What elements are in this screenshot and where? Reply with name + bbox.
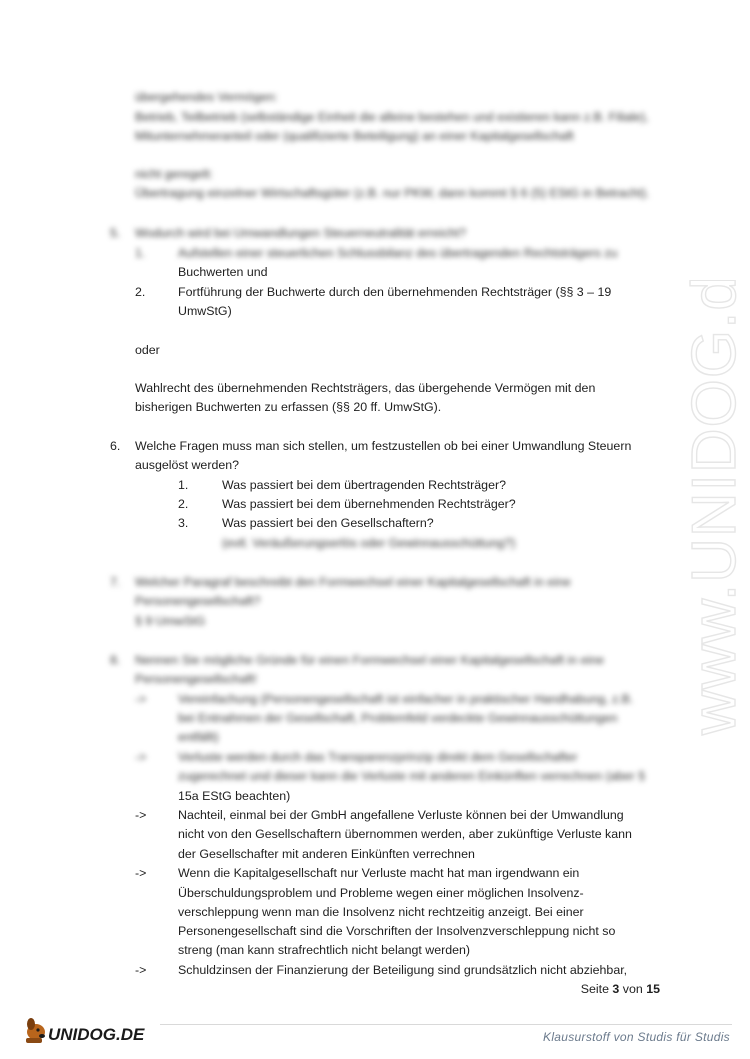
bullet-text: Wenn die Kapitalgesellschaft nur Verluste macht hat man irgendwann ein — [178, 866, 580, 880]
watermark — [640, 280, 750, 740]
footer-tagline: Klausurstoff von Studis für Studis — [543, 1030, 730, 1044]
bullet-text: Schuldzinsen der Finanzierung der Beteiligung sind grundsätzlich nicht abziehbar, — [178, 963, 628, 977]
list-item: UmwStG) — [178, 304, 232, 318]
question-text: Personengesellschaft! — [135, 672, 257, 686]
text-line: oder — [135, 343, 160, 357]
watermark-text: www.UNIDOG.de — [680, 280, 749, 735]
list-item: Was passiert bei dem übernehmenden Rechtsträger? — [222, 497, 516, 511]
question-text: Welcher Paragraf beschreibt den Formwechsel einer Kapitalgesellschaft in eine — [135, 575, 571, 589]
bullet-text: streng (man kann strafrechtlich nicht belangt werden) — [178, 943, 471, 957]
text-line: übergehendes Vermögen: — [135, 90, 278, 104]
list-number: 1. — [135, 246, 146, 260]
text-line: Wahlrecht des übernehmenden Rechtsträgers, das übergehende Vermögen mit den — [135, 381, 596, 395]
text-line: Übertragung einzelner Wirtschaftsgüter (z.B. nur PKW, dann kommt § 6 (5) EStG in Betracht). — [135, 186, 650, 200]
list-number: 2. — [178, 497, 189, 511]
list-number: 2. — [135, 285, 146, 299]
answer-text: § 9 UmwStG — [135, 614, 206, 628]
bullet-text: zugerechnet und dieser kann die Verluste mit anderen Einkünften verrechnen (aber § — [178, 769, 646, 783]
question-text: Nennen Sie mögliche Gründe für einen Formwechsel einer Kapitalgesellschaft in eine — [135, 653, 605, 667]
dog-icon — [26, 1018, 45, 1043]
bullet-text: 15a EStG beachten) — [178, 789, 291, 803]
question-text: Wodurch wird bei Umwandlungen Steuerneutralität erreicht? — [135, 226, 467, 240]
bullet-arrow: -> — [135, 808, 147, 822]
unidog-logo — [22, 1012, 152, 1048]
list-number: 1. — [178, 478, 189, 492]
text-line: Mitunternehmeranteil oder (qualifizierte Beteiligung) an einer Kapitalgesellschaft — [135, 129, 574, 143]
logo-text: UNIDOG.DE — [48, 1025, 145, 1044]
bullet-arrow: -> — [135, 692, 147, 706]
question-text: Welche Fragen muss man sich stellen, um festzustellen ob bei einer Umwandlung Steuern — [135, 439, 632, 453]
bullet-text: Nachteil, einmal bei der GmbH angefallene Verluste können bei der Umwandlung — [178, 808, 624, 822]
list-item: Was passiert bei dem übertragenden Rechtsträger? — [222, 478, 506, 492]
list-item: Fortführung der Buchwerte durch den übernehmenden Rechtsträger (§§ 3 – 19 — [178, 285, 612, 299]
bullet-text: entfällt) — [178, 730, 219, 744]
bullet-text: verschleppung wenn man die Insolvenz nicht rechtzeitig anzeigt. Bei einer — [178, 905, 584, 919]
text-line: bisherigen Buchwerten zu erfassen (§§ 20 ff. UmwStG). — [135, 400, 442, 414]
question-number: 6. — [110, 439, 121, 453]
bullet-arrow: -> — [135, 750, 147, 764]
page-prefix: Seite — [580, 982, 613, 996]
page-number — [581, 982, 660, 996]
list-item: (evtl. Veräußerungserlös oder Gewinnausschüttung?) — [222, 536, 516, 550]
list-item: Buchwerten und — [178, 265, 268, 279]
page-current: 3 — [612, 982, 620, 996]
question-text: Personengesellschaft? — [135, 594, 261, 608]
page-total: 15 — [646, 982, 660, 996]
bullet-arrow: -> — [135, 963, 147, 977]
bullet-text: Vereinfachung (Personengesellschaft ist einfacher in praktischer Handhabung, z.B. — [178, 692, 634, 706]
list-item: Aufstellen einer steuerlichen Schlussbilanz des übertragenden Rechtsträgers zu — [178, 246, 618, 260]
bullet-arrow: -> — [135, 866, 147, 880]
bullet-text: der Gesellschafter mit anderen Einkünften verrechnen — [178, 847, 475, 861]
bullet-text: bei Entnahmen der Gesellschaft, Problemfeld verdeckte Gewinnausschüttungen — [178, 711, 618, 725]
bullet-text: Verluste werden durch das Transparenzprinzip direkt dem Gesellschafter — [178, 750, 578, 764]
list-number: 3. — [178, 516, 189, 530]
question-number: 7. — [110, 575, 121, 589]
question-number: 8. — [110, 653, 121, 667]
question-text: ausgelöst werden? — [135, 458, 240, 472]
bullet-text: Personengesellschaft sind die Vorschriften der Insolvenzverschleppung nicht so — [178, 924, 616, 938]
text-line: nicht geregelt: — [135, 167, 213, 181]
bullet-text: Überschuldungsproblem und Probleme wegen einer möglichen Insolvenz- — [178, 886, 584, 900]
footer-divider — [160, 1024, 732, 1025]
page-mid: von — [619, 982, 647, 996]
text-line: Betrieb, Teilbetrieb (selbständige Einheit die alleine bestehen und existieren kann z.B. Filiale), — [135, 110, 649, 124]
bullet-text: nicht von den Gesellschaftern übernommen werden, aber zukünftige Verluste kann — [178, 827, 632, 841]
list-item: Was passiert bei den Gesellschaftern? — [222, 516, 434, 530]
question-number: 5. — [110, 226, 121, 240]
